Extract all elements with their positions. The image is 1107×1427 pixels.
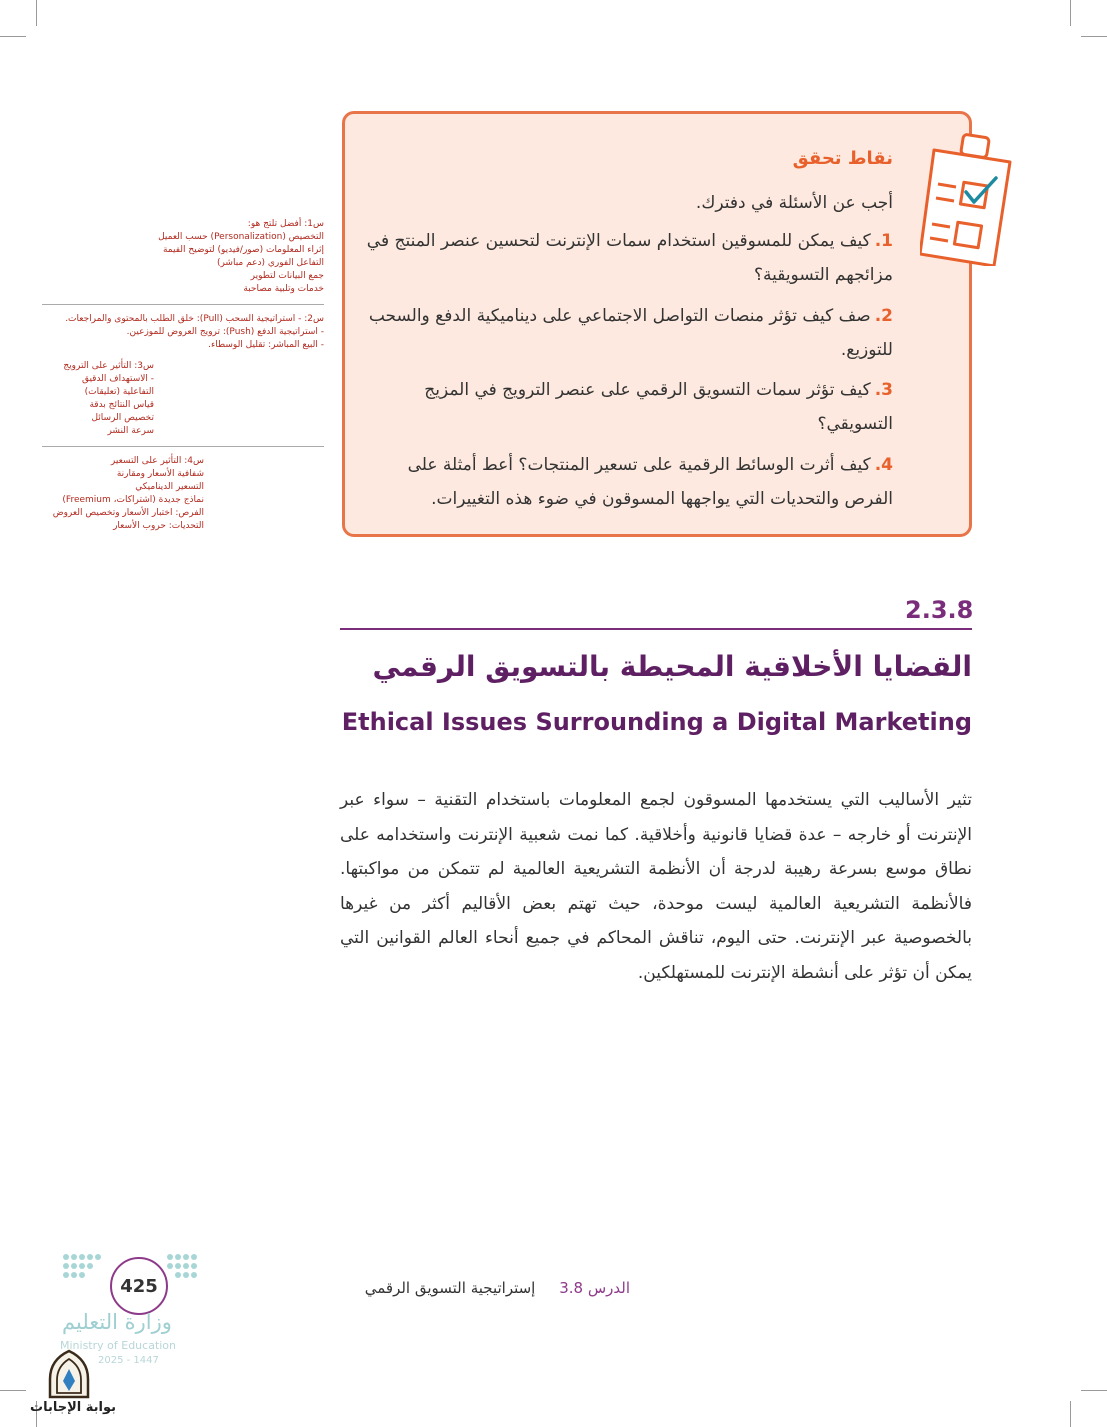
watermark-badge-icon — [44, 1349, 94, 1401]
question-number: 4. — [874, 455, 893, 475]
watermark-text: بوابة الإجابات — [30, 1400, 116, 1415]
question-item — [363, 224, 893, 292]
crop-mark — [36, 0, 37, 26]
lesson-label: الدرس 3.8 — [559, 1279, 630, 1297]
note-line: التسعير الديناميكي — [135, 482, 204, 492]
note-line: التفاعل الفوري (دعم مباشر) — [216, 258, 324, 268]
note-line: قياس النتائج بدقة — [89, 400, 154, 410]
question-item — [363, 373, 893, 441]
question-item — [363, 448, 893, 516]
note-q4 — [42, 455, 204, 533]
note-line: التحديات: حروب الأسعار — [113, 521, 204, 531]
note-divider — [42, 446, 324, 447]
ministry-name-arabic: وزارة التعليم — [62, 1310, 172, 1334]
body-paragraph: تثير الأساليب التي يستخدمها المسوقون لجمع المعلومات باستخدام التقنية – سواء عبر الإنترنت أو خارجه – عدة قضايا قانونية وأخلاقية. كما نمت شعبية الإنترنت واستخدامه على نطاق موسع بسرعة رهيبة لدرجة أن الأنظمة التشريعية العالمية لم تتمكن من مواكبتها. فالأنظمة التشريعية العالمية ليست موحدة، حيث تهتم بعض الأقاليم أكثر من غيرها بالخصوصية عبر الإنترنت. حتى اليوم، تناقش المحاكم في جميع أنحاء العالم القوانين التي يمكن أن تؤثر على أنشطة الإنترنت للمستهلكين. — [340, 790, 972, 983]
section-title-english: Ethical Issues Surrounding a Digital Marketing — [341, 708, 972, 736]
note-divider — [42, 304, 324, 305]
section-title-arabic: القضايا الأخلاقية المحيطة بالتسويق الرقمي — [372, 650, 972, 683]
crop-mark — [0, 36, 26, 37]
margin-notes — [42, 218, 324, 541]
question-text: كيف أثرت الوسائط الرقمية على تسعير المنتجات؟ أعط أمثلة على الفرص والتحديات التي يواجهها المسوقون في ضوء هذه التغييرات. — [407, 455, 893, 509]
note-line: خدمات وتلبية مصاحبة — [243, 284, 324, 294]
note-line: الفرص: اختبار الأسعار وتخصيص العروض — [52, 508, 204, 518]
crop-mark — [0, 1390, 26, 1391]
note-q2 — [42, 313, 324, 352]
question-number: 1. — [874, 231, 893, 251]
note-line: س2: - استراتيجية السحب (Pull): خلق الطلب بالمحتوى والمراجعات. — [65, 314, 324, 324]
crop-mark — [1070, 0, 1071, 26]
crop-mark — [1081, 36, 1107, 37]
page-number: 425 — [110, 1257, 168, 1315]
question-number: 2. — [874, 306, 893, 326]
section-number: 2.3.8 — [905, 596, 974, 624]
ministry-name-english: Ministry of Education — [60, 1339, 177, 1352]
note-line: س1: أفضل تلتج هو: — [247, 219, 324, 229]
note-line: نماذج جديدة (اشتراكات، Freemium) — [62, 495, 204, 505]
note-line: - البيع المباشر: تقليل الوسطاء. — [208, 340, 324, 350]
page-footer — [340, 1279, 630, 1297]
ministry-year: 2025 - 1447 — [98, 1355, 159, 1366]
section-divider — [340, 628, 972, 630]
note-line: تخصيص الرسائل — [91, 413, 154, 423]
lesson-title: إستراتيجية التسويق الرقمي — [364, 1279, 536, 1297]
note-line: سرعة النشر — [107, 426, 154, 436]
note-line: شفافية الأسعار ومقارنة — [116, 469, 204, 479]
crop-mark — [1070, 1401, 1071, 1427]
clipboard-checklist-icon — [920, 126, 1020, 266]
checkpoint-title: نقاط تحقق — [792, 148, 893, 169]
note-line: إثراء المعلومات (صور/فيديو) لتوضيح الفيمة — [162, 245, 324, 255]
crop-mark — [1081, 1390, 1107, 1391]
question-text: كيف تؤثر سمات التسويق الرقمي على عنصر الترويج في المزيج التسويقي؟ — [424, 380, 893, 434]
question-text: صف كيف تؤثر منصات التواصل الاجتماعي على ديناميكية الدفع والسحب للتوزيع. — [368, 306, 893, 360]
question-number: 3. — [874, 380, 893, 400]
checkpoint-box — [342, 111, 972, 537]
note-line: - استراتيجية الدفع (Push): ترويج العروض للموزعين. — [126, 327, 324, 337]
note-line: التفاعلية (تعليقات) — [84, 387, 154, 397]
note-q1 — [42, 218, 324, 296]
question-text: كيف يمكن للمسوقين استخدام سمات الإنترنت لتحسين عنصر المنتج في مزائجهم التسويقية؟ — [366, 231, 893, 285]
note-line: - الاستهداف الدقيق — [81, 374, 154, 384]
note-line: التخصيص (Personalization) حسب العميل — [158, 232, 324, 242]
note-line: جمع البيانات لتطوير — [250, 271, 324, 281]
question-item — [363, 299, 893, 367]
checkpoint-intro: أجب عن الأسئلة في دفترك. — [695, 193, 893, 213]
note-q3 — [42, 360, 154, 438]
note-line: س3: التأثير على الترويج — [63, 361, 154, 371]
note-line: س4: التأثير على التسعير — [110, 456, 204, 466]
